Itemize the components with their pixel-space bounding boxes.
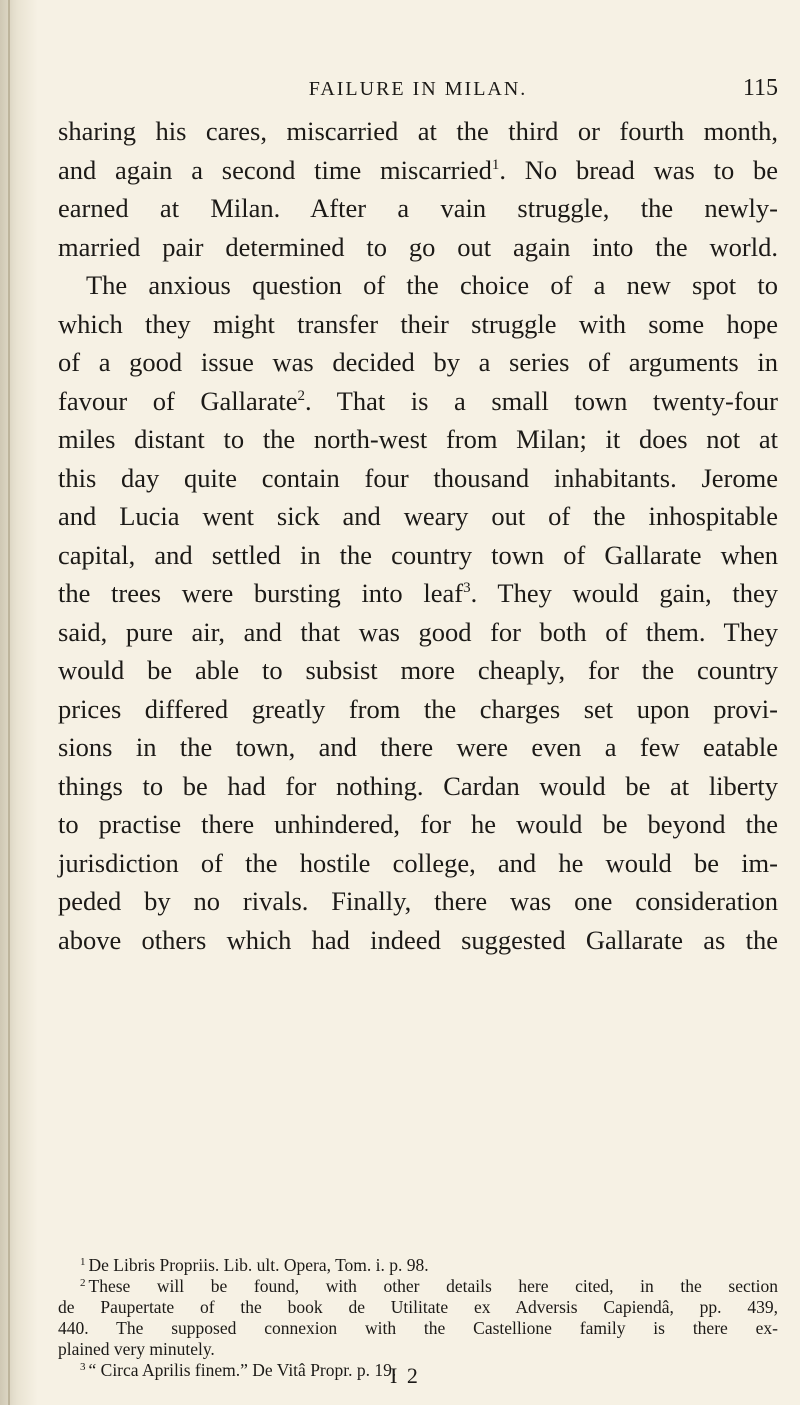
footnote-2: $^2$ These will be found, with other details here cited, in the section: [80, 1276, 778, 1296]
body-text: [58, 112, 778, 959]
footnote-2-continued: de Paupertate of the book de Utilitate ex Adversis Capiendâ, pp. 439,: [58, 1297, 778, 1317]
footnote-marker: 2: [80, 1277, 86, 1289]
text-line: The anxious question of the choice of a new spot to: [86, 270, 778, 300]
text-line: the trees were bursting into leaf$^3$. They would gain, they: [58, 578, 778, 608]
text-line: which they might transfer their struggle with some hope: [58, 308, 778, 339]
text-line: said, pure air, and that was good for both of them. They: [58, 616, 778, 647]
page-number: 115: [742, 75, 778, 101]
text-line: prices differed greatly from the charges set upon provi-: [58, 693, 778, 724]
text-line: earned at Milan. After a vain struggle, the newly-: [58, 193, 778, 223]
footnote-3: $^3$ “ Circa Aprilis finem.” De Vitâ Propr. p. 19.: [80, 1360, 397, 1380]
footnote-marker: 1: [80, 1256, 86, 1268]
footnote-2-continued: 440. The supposed connexion with the Castellione family is there ex-: [58, 1318, 778, 1338]
text-line: and Lucia went sick and weary out of the inhospitable: [58, 501, 778, 531]
page-header: [58, 75, 778, 108]
text-line: married pair determined to go out again into the world.: [58, 231, 778, 262]
text-line: and again a second time miscarried$^1$. No bread was to be: [58, 154, 779, 185]
text-line: sions in the town, and there were even a few eatable: [58, 732, 778, 762]
text-line: jurisdiction of the hostile college, and he would be im-: [58, 847, 778, 878]
book-spine-shadow: [0, 0, 38, 1405]
footnote-1: $^1$ De Libris Propriis. Lib. ult. Opera, Tom. i. p. 98.: [80, 1255, 429, 1275]
text-line: favour of Gallarate$^2$. That is a small town twenty-four: [58, 385, 778, 416]
running-head: FAILURE IN MILAN.: [308, 78, 528, 100]
text-line: this day quite contain four thousand inhabitants. Jerome: [58, 462, 778, 493]
text-line: above others which had indeed suggested Gallarate as the: [58, 924, 778, 955]
footnote-ref: 3: [463, 580, 471, 596]
text-line: things to be had for nothing. Cardan would be at liberty: [58, 770, 778, 801]
footnote-ref: 2: [297, 387, 305, 404]
text-line: to practise there unhindered, for he would be beyond the: [58, 809, 778, 839]
text-line: would be able to subsist more cheaply, for the country: [58, 655, 778, 685]
text-line: capital, and settled in the country town of Gallarate when: [58, 539, 778, 570]
footnote-2-continued: plained very minutely.: [58, 1339, 215, 1359]
footnote-ref: 1: [491, 156, 500, 173]
text-line: peded by no rivals. Finally, there was one consideration: [58, 886, 778, 916]
signature-mark: I 2: [390, 1363, 420, 1388]
gutter-line: [8, 0, 10, 1405]
text-line: sharing his cares, miscarried at the third or fourth month,: [58, 116, 778, 146]
text-line: miles distant to the north-west from Milan; it does not at: [58, 424, 778, 454]
text-line: of a good issue was decided by a series of arguments in: [58, 347, 778, 377]
footnote-marker: 3: [80, 1361, 86, 1373]
